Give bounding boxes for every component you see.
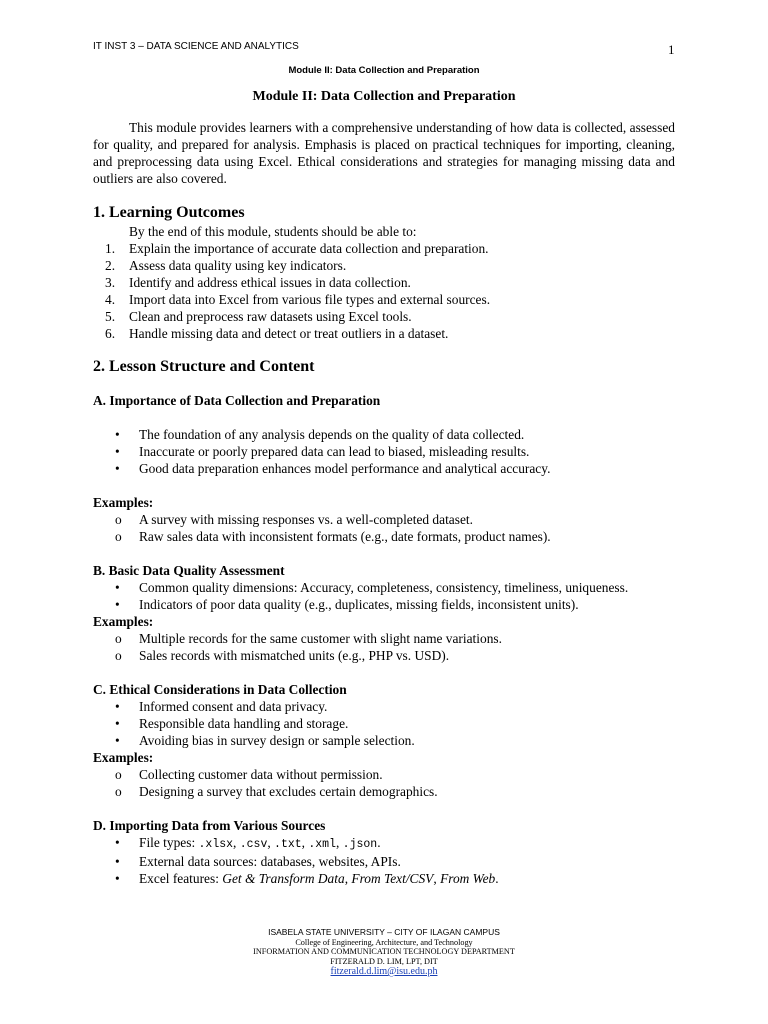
learning-outcomes-list — [93, 240, 675, 342]
page-title: Module II: Data Collection and Preparation — [252, 89, 516, 104]
list-text: Good data preparation enhances model performance and analytical accuracy. — [139, 461, 551, 476]
list-item — [93, 732, 675, 749]
sub-marker: o — [115, 631, 122, 646]
footer-department: INFORMATION AND COMMUNICATION TECHNOLOGY DEPARTMENT — [253, 947, 515, 956]
bullet-marker: • — [115, 871, 120, 886]
section-c-bullets — [93, 698, 675, 749]
learning-outcomes-heading: 1. Learning Outcomes — [93, 204, 245, 221]
file-type: .csv — [239, 838, 268, 851]
section-b-heading: B. Basic Data Quality Assessment — [93, 563, 285, 578]
page-number: 1 — [668, 42, 675, 57]
excel-feature: From Text/CSV — [351, 871, 434, 886]
list-text: Clean and preprocess raw datasets using Excel tools. — [129, 309, 412, 324]
list-number: 4. — [105, 292, 116, 307]
lesson-structure-heading: 2. Lesson Structure and Content — [93, 358, 315, 375]
bullet-marker: • — [115, 716, 120, 731]
intro-paragraph: This module provides learners with a comprehensive understanding of how data is collected, assessed for quality, and prepared for analysis. Emphasis is placed on practical techniques for importing, cleaning, and preprocessing data using Excel. Ethical considerations and strategies for managing missing data and outliers are also covered. — [93, 120, 675, 186]
list-text: Handle missing data and detect or treat outliers in a dataset. — [129, 326, 449, 341]
list-item: • Excel features: Get & Transform Data, From Text/CSV, From Web. — [115, 871, 499, 886]
list-number: 6. — [105, 326, 116, 341]
section-c-examples — [93, 766, 675, 800]
running-title: Module II: Data Collection and Preparation — [288, 65, 480, 76]
list-item — [93, 274, 675, 291]
list-text: Raw sales data with inconsistent formats (e.g., date formats, product names). — [139, 529, 551, 544]
list-item — [93, 528, 675, 545]
list-item — [93, 325, 675, 342]
section-b-bullets — [93, 579, 675, 613]
sub-marker: o — [115, 529, 122, 544]
list-item — [93, 853, 675, 870]
list-item — [93, 426, 675, 443]
sub-marker: o — [115, 648, 122, 663]
list-text: Identify and address ethical issues in data collection. — [129, 275, 411, 290]
list-text: Collecting customer data without permission. — [139, 767, 383, 782]
section-b-examples — [93, 630, 675, 664]
list-item — [93, 460, 675, 477]
section-a-examples — [93, 511, 675, 545]
bullet-marker: • — [115, 699, 120, 714]
list-item — [93, 308, 675, 325]
list-text: Indicators of poor data quality (e.g., duplicates, missing fields, inconsistent units). — [139, 597, 579, 612]
page-footer — [0, 928, 768, 978]
file-type: .txt — [274, 838, 302, 851]
bullet-marker: • — [115, 854, 120, 869]
sub-marker: o — [115, 767, 122, 782]
bullet-marker: • — [115, 444, 120, 459]
list-number: 2. — [105, 258, 116, 273]
bullet-marker: • — [115, 427, 120, 442]
list-text: External data sources: databases, websites, APIs. — [139, 854, 401, 869]
file-type: .xlsx — [198, 838, 234, 851]
list-item — [93, 698, 675, 715]
list-item — [93, 240, 675, 257]
file-type: .json — [342, 838, 378, 851]
list-text: Explain the importance of accurate data collection and preparation. — [129, 241, 489, 256]
file-type: .xml — [308, 838, 336, 851]
list-text: Informed consent and data privacy. — [139, 699, 328, 714]
list-item — [93, 511, 675, 528]
list-text: Avoiding bias in survey design or sample selection. — [139, 733, 415, 748]
footer-email-link[interactable]: fitzerald.d.lim@isu.edu.ph — [330, 966, 438, 977]
list-item — [93, 630, 675, 647]
file-types-label: File types: — [139, 835, 199, 850]
bullet-marker: • — [115, 835, 120, 850]
section-c-heading: C. Ethical Considerations in Data Collection — [93, 682, 347, 697]
list-text: Sales records with mismatched units (e.g., PHP vs. USD). — [139, 648, 450, 663]
list-item — [93, 647, 675, 664]
excel-feature: Get & Transform Data — [222, 871, 345, 886]
list-item — [93, 766, 675, 783]
section-d-bullets — [93, 834, 675, 887]
section-a-heading: A. Importance of Data Collection and Preparation — [93, 393, 381, 408]
list-text: A survey with missing responses vs. a well-completed dataset. — [139, 512, 473, 527]
footer-college: College of Engineering, Architecture, and Technology — [295, 937, 473, 947]
list-text: Import data into Excel from various file types and external sources. — [129, 292, 491, 307]
list-number: 3. — [105, 275, 116, 290]
excel-features-label: Excel features: — [139, 871, 223, 886]
document-body — [93, 88, 675, 887]
bullet-marker: • — [115, 580, 120, 595]
sub-marker: o — [115, 512, 122, 527]
list-item — [93, 291, 675, 308]
list-text: Designing a survey that excludes certain demographics. — [139, 784, 438, 799]
examples-label: Examples: — [93, 750, 154, 765]
list-number: 5. — [105, 309, 116, 324]
bullet-marker: • — [115, 461, 120, 476]
list-text: The foundation of any analysis depends on the quality of data collected. — [139, 427, 525, 442]
list-item — [93, 579, 675, 596]
list-item — [93, 257, 675, 274]
list-item — [93, 783, 675, 800]
list-item — [93, 715, 675, 732]
sub-marker: o — [115, 784, 122, 799]
section-a-bullets — [93, 426, 675, 477]
list-text: Inaccurate or poorly prepared data can lead to biased, misleading results. — [139, 444, 530, 459]
bullet-marker: • — [115, 733, 120, 748]
examples-label: Examples: — [93, 614, 154, 629]
footer-author: FITZERALD D. LIM, LPT, DIT — [330, 956, 438, 966]
list-item — [93, 443, 675, 460]
learning-outcomes-lead: By the end of this module, students should be able to: — [129, 224, 417, 239]
header-course: IT INST 3 – DATA SCIENCE AND ANALYTICS — [93, 41, 299, 52]
excel-feature: From Web — [440, 871, 496, 886]
list-item — [93, 596, 675, 613]
list-item: • File types: .xlsx, .csv, .txt, .xml, .json. — [115, 835, 381, 851]
list-text: Multiple records for the same customer with slight name variations. — [139, 631, 502, 646]
list-text: Common quality dimensions: Accuracy, completeness, consistency, timeliness, uniqueness. — [139, 580, 629, 595]
list-text: Responsible data handling and storage. — [139, 716, 349, 731]
section-d-heading: D. Importing Data from Various Sources — [93, 818, 326, 833]
bullet-marker: • — [115, 597, 120, 612]
list-number: 1. — [105, 241, 116, 256]
examples-label: Examples: — [93, 495, 154, 510]
footer-university: ISABELA STATE UNIVERSITY – CITY OF ILAGAN CAMPUS — [268, 927, 500, 937]
list-text: Assess data quality using key indicators. — [129, 258, 347, 273]
